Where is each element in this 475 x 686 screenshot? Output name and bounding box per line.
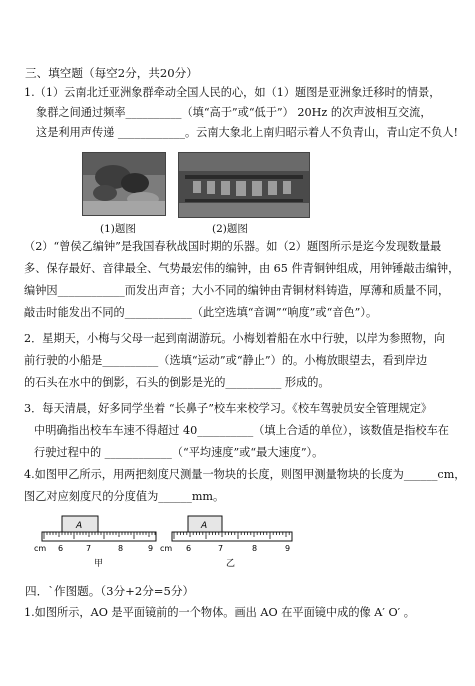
ruler-yi-unit: cm (160, 544, 173, 553)
q3-line-1: 3．每天清晨，好多同学坐着 “长鼻子”校车来校学习。《校车驾驶员安全管理规定》 (24, 402, 433, 415)
q3-line-3: 行驶过程中的 ____________（“平均速度”或“最大速度”）。 (34, 446, 324, 459)
ruler-jia-block-label: A (76, 521, 83, 531)
q1-2-line-4: 敲击时能发出不同的____________（此空选填“音调”“响度”或“音色”）。 (24, 306, 378, 319)
section4-heading: 四．`作图题。（3分+2分=5分） (25, 584, 195, 598)
ruler-yi-block-label: A (201, 521, 208, 531)
q2-line-3: 的石头在水中的倒影，石头的倒影是光的__________ 形成的。 (24, 376, 330, 389)
q4-line-2: 图乙对应刻度尺的分度值为______mm。 (24, 490, 225, 503)
ruler-jia-tick-9: 9 (148, 544, 154, 553)
caption-2: (2)题图 (212, 223, 248, 235)
ruler-yi-tick-9: 9 (285, 544, 291, 553)
q3-line-2: 中明确指出校车车速不得超过 40__________（填上合适的单位），该数值是指校车在 (34, 424, 449, 437)
q1-line-2: 象群之间通过频率__________（填“高于”或“低于”） 20Hz 的次声波相互交流， (36, 106, 432, 119)
ruler-yi-label: 乙 (226, 559, 236, 568)
ruler-jia-unit: cm (34, 544, 47, 553)
ruler-jia-figure (30, 508, 160, 568)
ruler-jia-tick-6: 6 (58, 544, 64, 553)
ruler-yi-tick-7: 7 (218, 544, 224, 553)
elephant-photo-image (83, 153, 165, 215)
q1-2-line-3: 编钟因____________而发出声音；大小不同的编钟由青铜材料铸造，厚薄和质量不同， (24, 284, 450, 297)
q1-2-line-1: （2）“曾侯乙编钟”是我国春秋战国时期的乐器。如（2）题图所示是迄今发现数量最 (24, 240, 442, 253)
bianzhong-photo-image (179, 153, 309, 217)
section3-heading: 三、填空题（每空2分，共20分） (25, 66, 198, 80)
q2-line-2: 前行驶的小船是__________（选填“运动”或“静止”）的。小梅放眼望去，看到岸边 (24, 354, 428, 367)
ruler-jia-tick-7: 7 (86, 544, 92, 553)
q4-line-1: 4.如图甲乙所示，用两把刻度尺测量一物块的长度，则图甲测量物块的长度为______cm， (24, 468, 466, 481)
q1-line-3: 这是利用声传递 ____________。云南大象北上南归昭示着人不负青山，青山定不负人! (36, 126, 458, 139)
ruler-yi-figure (158, 508, 298, 568)
q2-line-1: 2．星期天，小梅与父母一起到南湖游玩。小梅划着船在水中行驶，以岸为参照物，向 (24, 332, 446, 345)
section4-q1: 1.如图所示，AO 是平面镜前的一个物体。画出 AO 在平面镜中成的像 A′ O′ 。 (24, 606, 415, 619)
ruler-yi-ticks (174, 532, 289, 539)
ruler-jia-label: 甲 (94, 559, 104, 568)
ruler-yi-tick-6: 6 (186, 544, 192, 553)
elephant-photo (82, 152, 166, 216)
ruler-yi-tick-8: 8 (252, 544, 258, 553)
q1-2-line-2: 多、保存最好、音律最全、气势最宏伟的编钟，由 65 件青铜钟组成，用钟锤敲击编钟， (24, 262, 460, 275)
q1-line-1: 1.（1）云南北迁亚洲象群牵动全国人民的心，如（1）题图是亚洲象迁移时的情景， (24, 86, 441, 99)
bianzhong-photo (178, 152, 310, 218)
ruler-jia-tick-8: 8 (118, 544, 124, 553)
ruler-jia-ticks (44, 532, 155, 539)
caption-1: (1)题图 (100, 223, 136, 235)
